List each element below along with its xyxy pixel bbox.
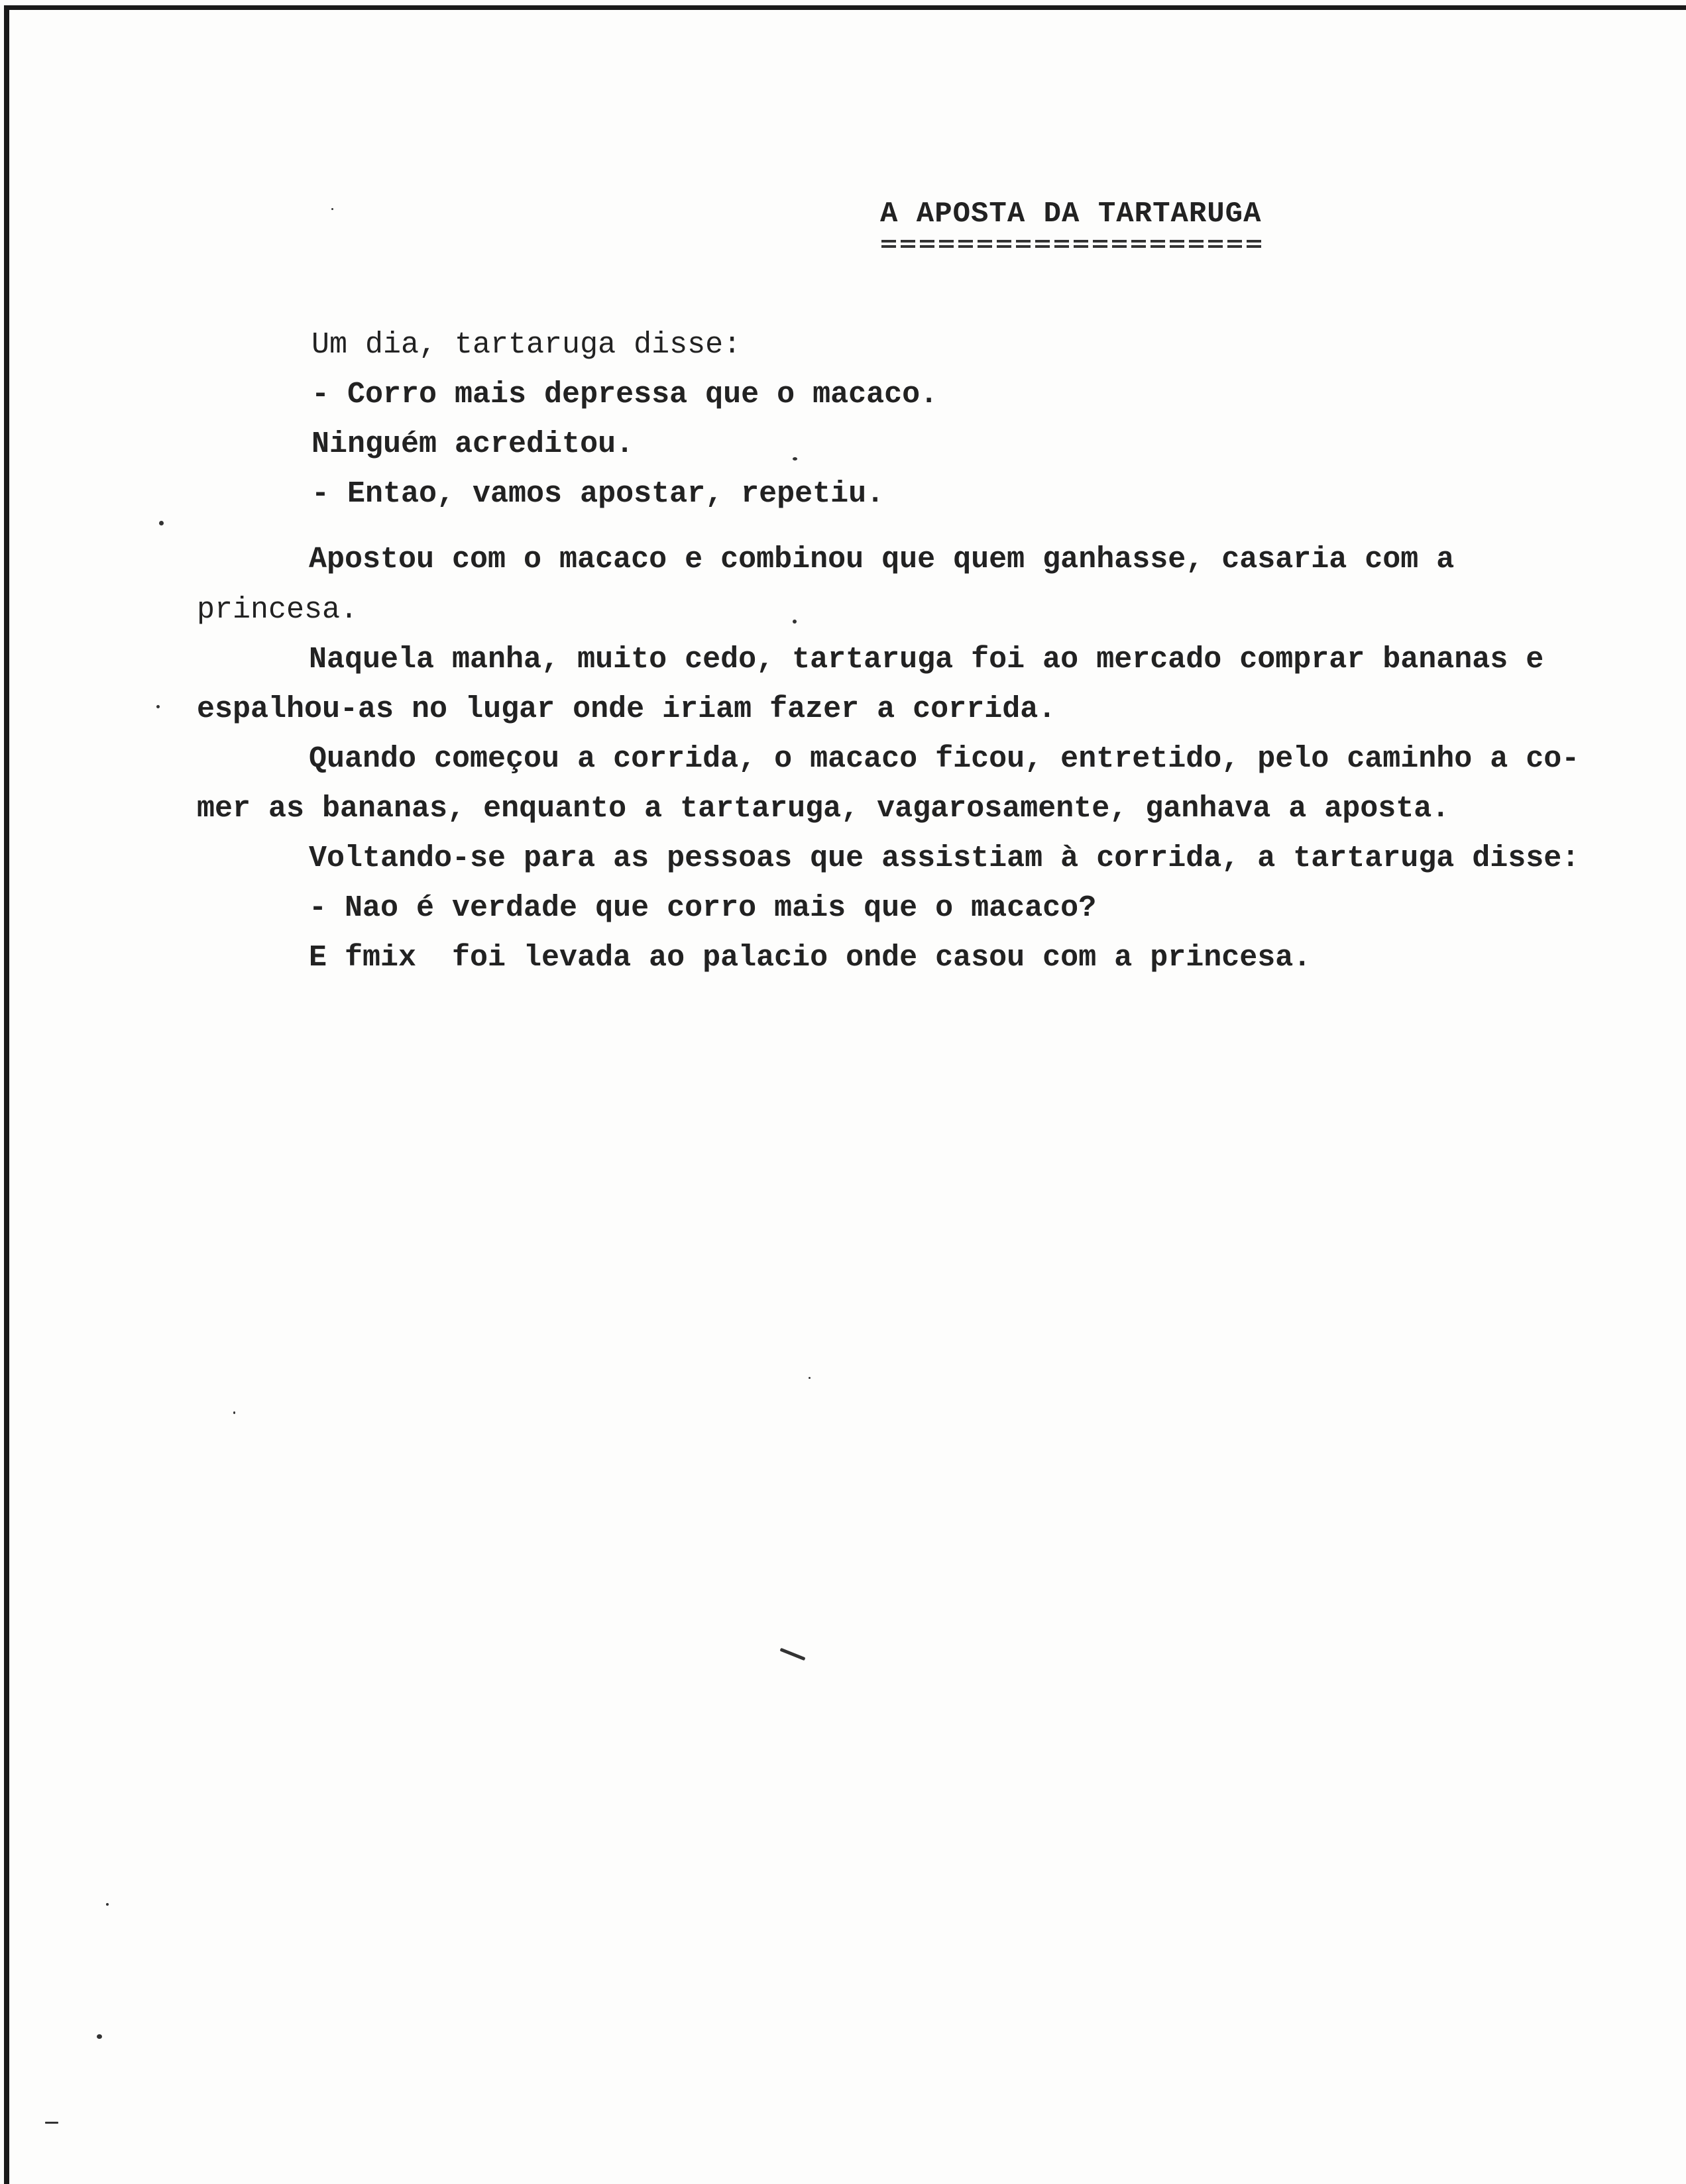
scan-speck [331, 208, 333, 210]
text-line-9: Quando começou a corrida, o macaco ficou, entretido, pelo caminho a co- [309, 742, 1580, 776]
scan-speck [97, 2034, 102, 2039]
text-line-7: Naquela manha, muito cedo, tartaruga foi ao mercado comprar bananas e [309, 643, 1544, 677]
scan-speck [106, 1903, 109, 1906]
text-line-12: - Nao é verdade que corro mais que o macaco? [309, 891, 1097, 925]
text-line-8: espalhou-as no lugar onde iriam fazer a corrida. [197, 692, 1056, 726]
text-line-11: Voltando-se para as pessoas que assistiam à corrida, a tartaruga disse: [309, 842, 1580, 875]
scan-speck [45, 2122, 58, 2124]
scan-speck [809, 1377, 811, 1379]
scan-border-top [4, 5, 1686, 10]
title-underline [881, 240, 1266, 249]
text-line-3: Ninguém acreditou. [311, 427, 634, 461]
scan-speck [233, 1411, 235, 1414]
text-line-5: Apostou com o macaco e combinou que quem ganhasse, casaria com a [309, 543, 1455, 576]
text-line-1: Um dia, tartaruga disse: [311, 328, 742, 362]
scan-speck [159, 521, 164, 525]
scan-border-left [4, 7, 9, 2184]
scan-speck [793, 620, 797, 624]
text-line-6: princesa. [197, 593, 359, 627]
text-line-2: - Corro mais depressa que o macaco. [311, 378, 938, 411]
scan-speck [156, 705, 160, 708]
document-title: A APOSTA DA TARTARUGA [880, 197, 1262, 231]
text-line-13: E fmix foi levada ao palacio onde casou com a princesa. [309, 941, 1312, 975]
scan-speck [793, 457, 797, 461]
text-line-10: mer as bananas, enquanto a tartaruga, vagarosamente, ganhava a aposta. [197, 792, 1450, 826]
scan-speck [780, 1648, 806, 1661]
text-line-4: - Entao, vamos apostar, repetiu. [311, 477, 885, 511]
